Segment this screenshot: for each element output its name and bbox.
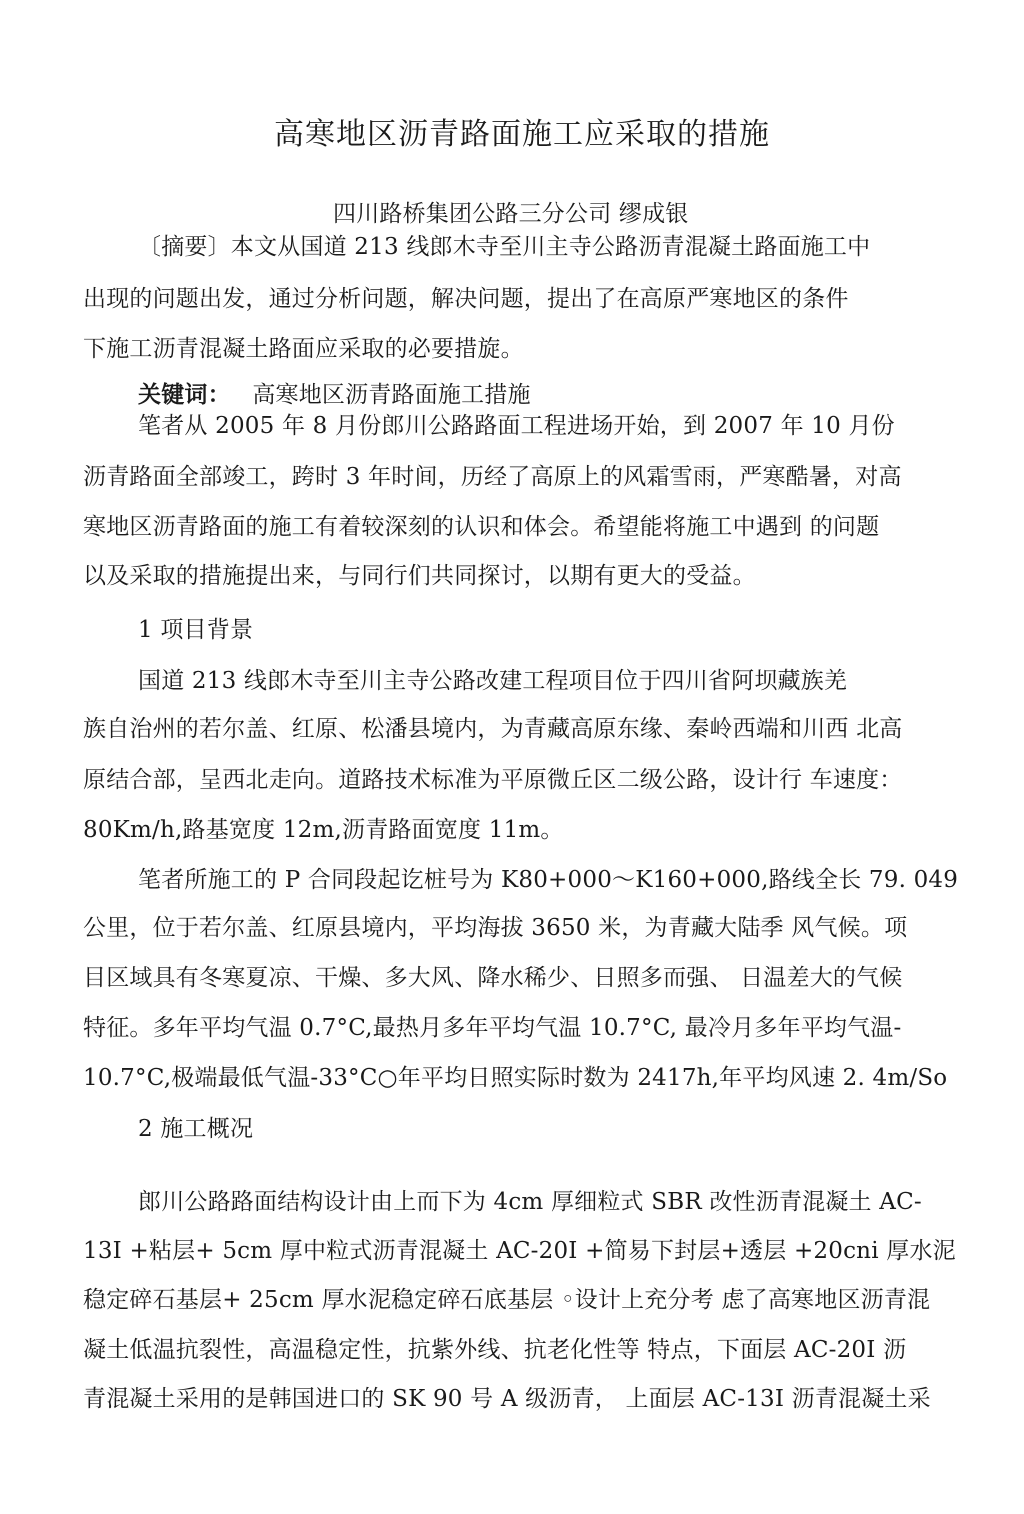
keywords-line <box>138 380 531 410</box>
document-title: 高寒地区沥青路面施工应采取的措施 <box>274 117 770 152</box>
abstract-line: 出现的问题出发，通过分析问题，解决问题，提出了在高原严寒地区的条件 <box>83 286 849 312</box>
section1-line: 公里，位于若尔盖、红原县境内，平均海拔 3650 米，为青藏大陆季 风气候。项 <box>83 915 908 941</box>
author-line: 四川路桥集团公路三分公司 缪成银 <box>333 201 689 227</box>
keywords-text: 高寒地区沥青路面施工措施 <box>252 382 531 408</box>
section1-line: 10.7°C,极端最低气温-33°C○年平均日照实际时数为 2417h,年平均风速 2. 4m/So <box>83 1065 948 1091</box>
section1-line: 80Km/h,路基宽度 12m,沥青路面宽度 11m。 <box>83 817 564 843</box>
section-heading: 2 施工概况 <box>138 1116 254 1142</box>
section2-line: 郎川公路路面结构设计由上而下为 4cm 厚细粒式 SBR 改性沥青混凝土 AC- <box>138 1189 922 1215</box>
keywords-label: 关键词： <box>138 381 231 408</box>
section2-line: 13I +粘层+ 5cm 厚中粒式沥青混凝土 AC-20I +简易下封层+透层 +20cni 厚水泥 <box>83 1238 956 1264</box>
section1-line: 特征。多年平均气温 0.7°C,最热月多年平均气温 10.7°C, 最冷月多年平均气温- <box>83 1015 902 1041</box>
section1-line: 族自治州的若尔盖、红原、松潘县境内，为青藏高原东缘、秦岭西端和川西 北高 <box>83 716 903 742</box>
intro-line: 沥青路面全部竣工，跨时 3 年时间，历经了高原上的风霜雪雨，严寒酷暑，对高 <box>83 464 902 490</box>
section2-line: 稳定碎石基层+ 25cm 厚水泥稳定碎石底基层 ◦设计上充分考 虑了高寒地区沥青混 <box>83 1287 931 1313</box>
abstract-line: 下施工沥青混凝土路面应采取的必要措旋。 <box>83 336 524 362</box>
section1-line: 笔者所施工的 P 合同段起讫桩号为 K80+000～K160+000,路线全长 79. 049 <box>138 867 959 893</box>
section1-line: 国道 213 线郎木寺至川主寺公路改建工程项目位于四川省阿坝藏族羌 <box>138 668 848 694</box>
intro-line: 以及采取的措施提出来，与同行们共同探讨，以期有更大的受益。 <box>83 563 756 589</box>
section-heading: 1 项目背景 <box>138 617 254 643</box>
abstract-line: 〔摘要〕本文从国道 213 线郎木寺至川主寺公路沥青混凝土路面施工中 <box>138 234 871 260</box>
section1-line: 原结合部，呈西北走向。道路技术标准为平原微丘区二级公路，设计行 车速度： <box>83 767 903 793</box>
intro-line: 寒地区沥青路面的施工有着较深刻的认识和体会。希望能将施工中遇到 的问题 <box>83 514 880 540</box>
section1-line: 目区域具有冬寒夏凉、干燥、多大风、降水稀少、日照多而强、 日温差大的气候 <box>83 965 903 991</box>
section2-line: 青混凝土采用的是韩国进口的 SK 90 号 A 级沥青， 上面层 AC-13I 沥青混凝土采 <box>83 1386 931 1412</box>
intro-line: 笔者从 2005 年 8 月份郎川公路路面工程进场开始，到 2007 年 10 月份 <box>138 413 895 439</box>
section2-line: 凝土低温抗裂性，高温稳定性，抗紫外线、抗老化性等 特点，下面层 AC-20I 沥 <box>83 1337 907 1363</box>
